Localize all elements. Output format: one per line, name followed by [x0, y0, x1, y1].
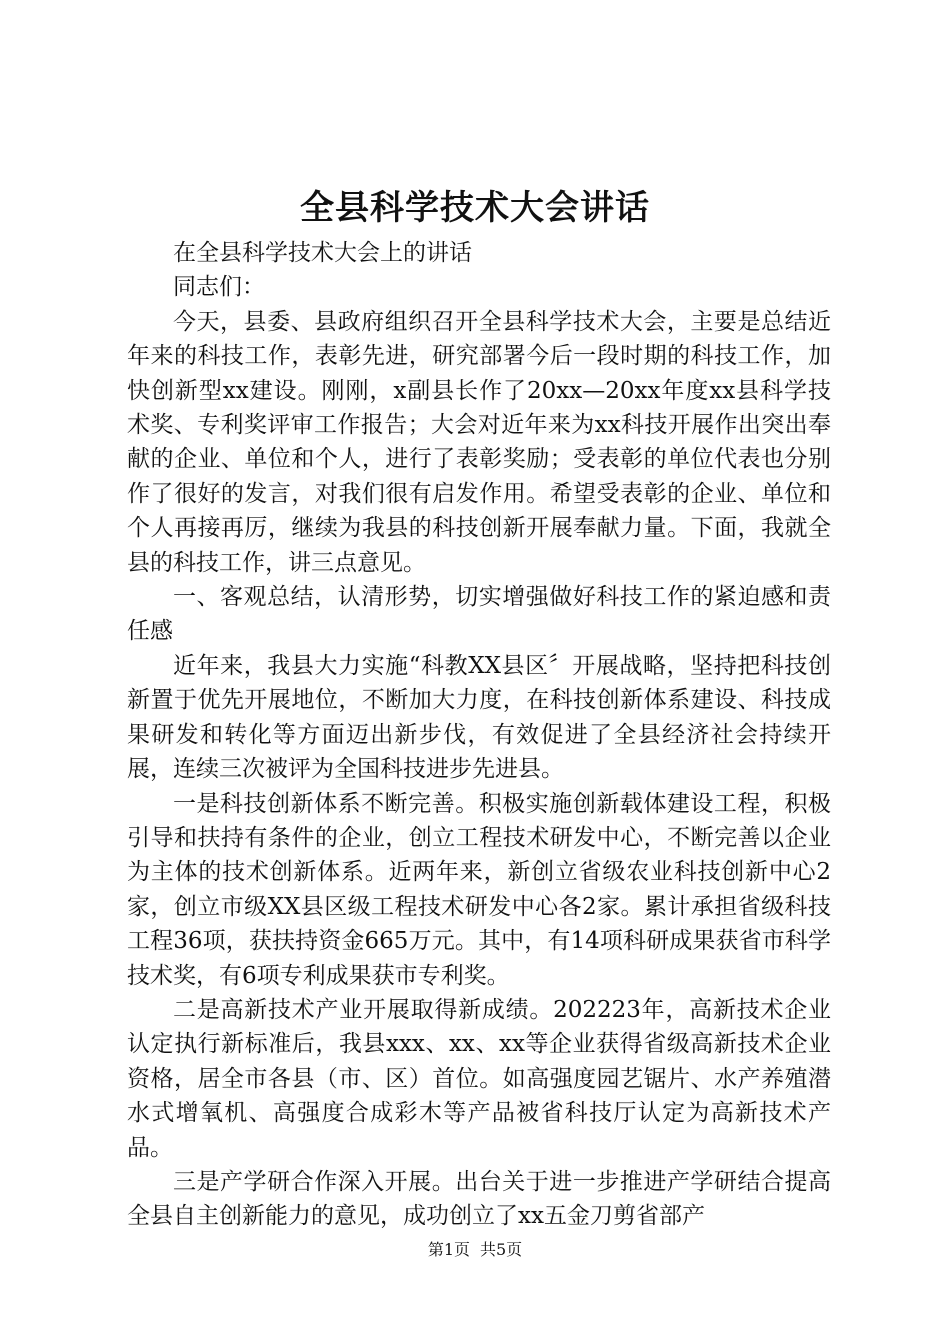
document-title: 全县科学技术大会讲话 [300, 188, 650, 228]
body-paragraph: 三是产学研合作深入开展。出台关于进一步推进产学研结合提高全县自主创新能力的意见，成功创立了xx五金刀剪省部产 [127, 1168, 831, 1230]
salutation-paragraph: 同志们： [173, 274, 265, 301]
subtitle-paragraph: 在全县科学技术大会上的讲话 [173, 240, 472, 266]
section-heading: 一、客观总结，认清形势，切实增强做好科技工作的紧迫感和责任感 [127, 584, 831, 645]
body-paragraph: 近年来，我县大力实施“科教XX县区〞开展战略，坚持把科技创新置于优先开展地位，不断加大力度，在科技创新体系建设、科技成果研发和转化等方面迈出新步伐，有效促进了全县经济社会持续开展，连续三次被评为全国科技进步先进县。 [127, 652, 831, 783]
body-paragraph: 一是科技创新体系不断完善。积极实施创新载体建设工程，积极引导和扶持有条件的企业，创立工程技术研发中心，不断完善以企业为主体的技术创新体系。近两年来，新创立省级农业科技创新中心2家，创立市级XX县区级工程技术研发中心各2家。累计承担省级科技工程36项，获扶持资金665万元。其中，有14项科研成果获省市科学技术奖，有6项专利成果获市专利奖。 [127, 790, 831, 989]
page-footer [0, 1238, 950, 1262]
body-paragraph: 今天，县委、县政府组织召开全县科学技术大会，主要是总结近年来的科技工作，表彰先进，研究部署今后一段时期的科技工作，加快创新型xx建设。刚刚，x副县长作了20xx—20xx年度xx县科学技术奖、专利奖评审工作报告；大会对近年来为xx科技开展作出突出奉献的企业、单位和个人，进行了表彰奖励；受表彰的单位代表也分别作了很好的发言，对我们很有启发作用。希望受表彰的企业、单位和个人再接再厉，继续为我县的科技创新开展奉献力量。下面，我就全县的科技工作，讲三点意见。 [127, 308, 831, 576]
body-paragraph: 二是高新技术产业开展取得新成绩。202223年，高新技术企业认定执行新标准后，我县xxx、xx、xx等企业获得省级高新技术企业资格，居全市各县（市、区）首位。如高强度园艺锯片、水产养殖潜水式增氧机、高强度合成彩木等产品被省科技厅认定为高新技术产品。 [127, 996, 831, 1161]
page-number: 第1页 [427, 1240, 470, 1259]
document-body [127, 236, 831, 1234]
page-total: 共5页 [480, 1240, 523, 1259]
